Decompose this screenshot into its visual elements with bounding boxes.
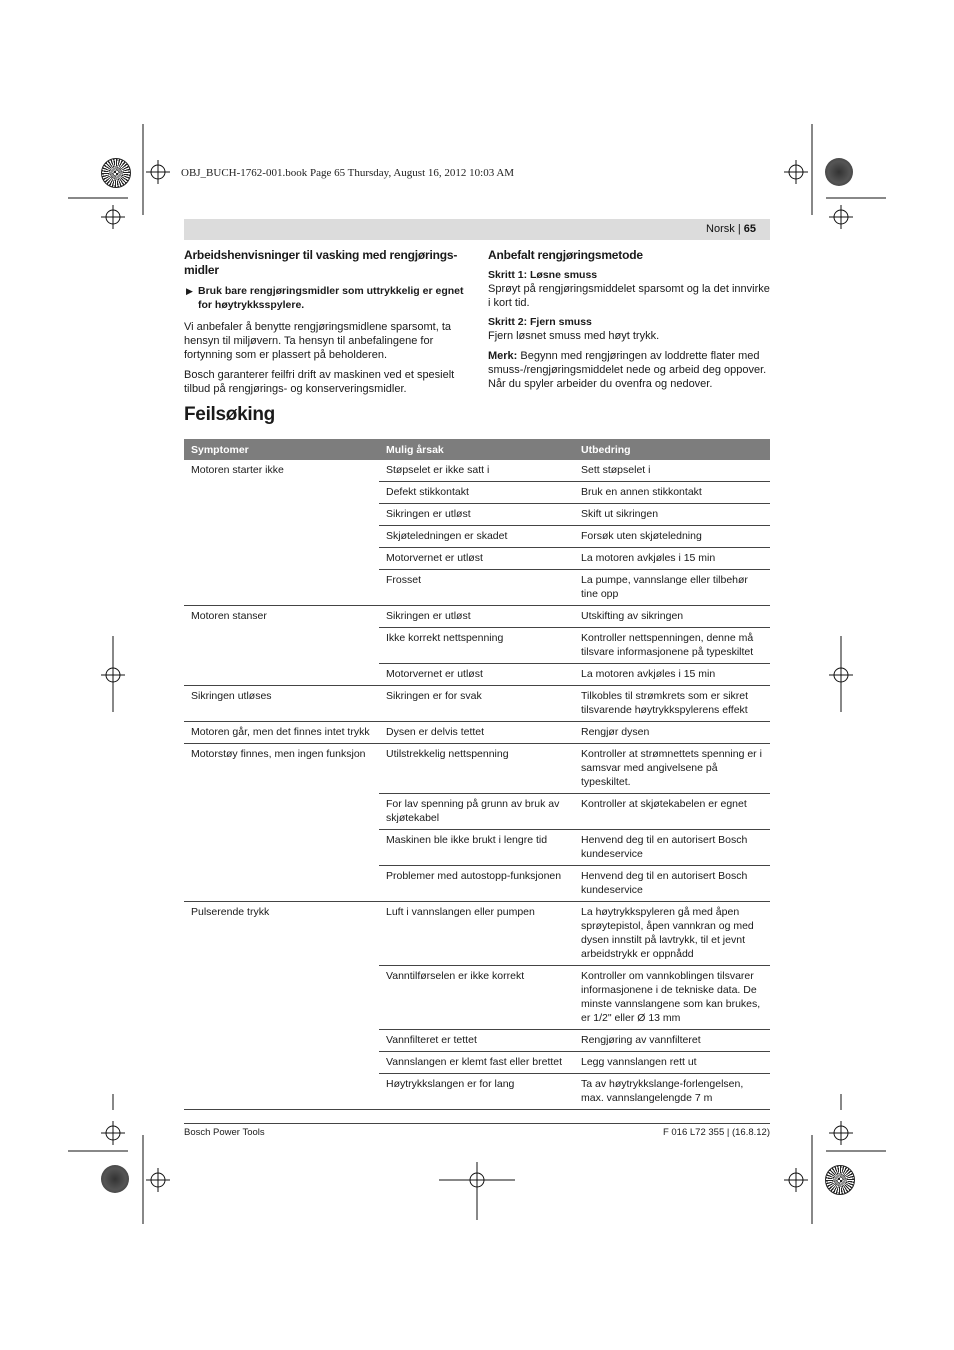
table-row [184, 686, 770, 722]
cause-cell: Høytrykkslangen er for lang [379, 1074, 574, 1110]
page-number: 65 [743, 223, 756, 235]
symptom-cell: Motoren starter ikke [184, 460, 379, 606]
page-header-bar [184, 219, 770, 240]
remedy-cell: Skift ut sikringen [574, 504, 770, 526]
cause-cell: Sikringen er utløst [379, 504, 574, 526]
symptom-cell: Motoren stanser [184, 606, 379, 686]
remedy-cell: Rengjør dysen [574, 722, 770, 744]
step1-text: Sprøyt på rengjøringsmiddelet sparsomt og la det innvirke i kort tid. [488, 283, 770, 309]
remedy-cell: La pumpe, vannslange eller tilbehør tine opp [574, 570, 770, 606]
table-header-cell: Utbedring [574, 439, 770, 460]
right-heading: Anbefalt rengjøringsmetode [488, 248, 643, 262]
symptom-cell: Motoren går, men det finnes intet trykk [184, 722, 379, 744]
table-header-cell: Mulig årsak [379, 439, 574, 460]
cause-cell: Defekt stikkontakt [379, 482, 574, 504]
cause-cell: For lav spenning på grunn av bruk av skjøtekabel [379, 794, 574, 830]
remedy-cell: La motoren avkjøles i 15 min [574, 664, 770, 686]
cause-cell: Skjøteledningen er skadet [379, 526, 574, 548]
cause-cell: Maskinen ble ikke brukt i lengre tid [379, 830, 574, 866]
table-row [184, 744, 770, 794]
table-row [184, 902, 770, 966]
cause-cell: Frosset [379, 570, 574, 606]
remedy-cell: Tilkobles til strømkrets som er sikret tilsvarende høytrykkspylerens effekt [574, 686, 770, 722]
page-header-label [706, 223, 756, 235]
remedy-cell: Kontroller nettspenningen, denne må tilsvare informasjonene på typeskiltet [574, 628, 770, 664]
section-title: Feilsøking [184, 404, 275, 425]
print-info-line: OBJ_BUCH-1762-001.book Page 65 Thursday, August 16, 2012 10:03 AM [181, 167, 515, 179]
step1-title: Skritt 1: Løsne smuss [488, 269, 598, 281]
footer-divider [184, 1123, 770, 1124]
remedy-cell: Utskifting av sikringen [574, 606, 770, 628]
remedy-cell: Bruk en annen stikkontakt [574, 482, 770, 504]
note-label: Merk: [488, 350, 518, 362]
step2-text: Fjern løsnet smuss med høyt trykk. [488, 330, 660, 342]
bullet-item [184, 284, 466, 312]
bullet-triangle-icon: ▶ [186, 286, 193, 296]
cause-cell: Luft i vannslangen eller pumpen [379, 902, 574, 966]
table-row [184, 460, 770, 482]
symptom-cell: Sikringen utløses [184, 686, 379, 722]
symptom-cell: Pulserende trykk [184, 902, 379, 1110]
remedy-cell: Forsøk uten skjøteledning [574, 526, 770, 548]
left-paragraph-1: Vi anbefaler å benytte rengjøringsmidlene sparsomt, ta hensyn til miljøvern. Ta hensyn til anbefalingene for fortynning som er plassert på beholderen. [184, 321, 451, 361]
remedy-cell: Kontroller at skjøtekabelen er egnet [574, 794, 770, 830]
cause-cell: Dysen er delvis tettet [379, 722, 574, 744]
symptom-cell: Motorstøy finnes, men ingen funksjon [184, 744, 379, 902]
note [488, 349, 770, 391]
remedy-cell: Henvend deg til en autorisert Bosch kundeservice [574, 866, 770, 902]
left-paragraph-2: Bosch garanterer feilfri drift av maskinen ved et spesielt tilbud på rengjørings- og konserveringsmidler. [184, 369, 455, 395]
header-separator: | [737, 223, 741, 235]
table-row [184, 722, 770, 744]
note-text: Begynn med rengjøringen av loddrette flater med smuss-/rengjøringsmiddelet nede og arbeid deg oppover. Når du spyler arbeider du ovenfra og nedover. [488, 350, 767, 390]
remedy-cell: Ta av høytrykkslange-forlengelsen, max. vannslangelengde 7 m [574, 1074, 770, 1110]
table-header-cell: Symptomer [184, 439, 379, 460]
cause-cell: Sikringen er for svak [379, 686, 574, 722]
step2-title: Skritt 2: Fjern smuss [488, 316, 592, 328]
cause-cell: Vanntilførselen er ikke korrekt [379, 966, 574, 1030]
remedy-cell: Kontroller om vannkoblingen tilsvarer informasjonene i de tekniske data. De minste vannslangene som kan brukes, er 1/2" eller Ø 13 mm [574, 966, 770, 1030]
footer-right: F 016 L72 355 | (16.8.12) [662, 1127, 770, 1138]
cause-cell: Motorvernet er utløst [379, 548, 574, 570]
cause-cell: Støpselet er ikke satt i [379, 460, 574, 482]
remedy-cell: La motoren avkjøles i 15 min [574, 548, 770, 570]
cause-cell: Vannslangen er klemt fast eller brettet [379, 1052, 574, 1074]
footer-left: Bosch Power Tools [184, 1127, 265, 1138]
right-column [488, 248, 770, 397]
remedy-cell: Legg vannslangen rett ut [574, 1052, 770, 1074]
cause-cell: Ikke korrekt nettspenning [379, 628, 574, 664]
left-column [184, 248, 466, 402]
remedy-cell: La høytrykkspyleren gå med åpen sprøytepistol, åpen vannkran og med dysen innstilt på lavtrykk, til et jevnt arbeidstrykk er oppnådd [574, 902, 770, 966]
table-header-row [184, 439, 770, 460]
troubleshooting-table [184, 439, 770, 1110]
remedy-cell: Sett støpselet i [574, 460, 770, 482]
remedy-cell: Rengjøring av vannfilteret [574, 1030, 770, 1052]
remedy-cell: Henvend deg til en autorisert Bosch kundeservice [574, 830, 770, 866]
header-language: Norsk [706, 223, 735, 235]
cause-cell: Sikringen er utløst [379, 606, 574, 628]
table-row [184, 606, 770, 628]
bullet-text: Bruk bare rengjøringsmidler som uttrykkelig er egnet for høytrykksspylere. [198, 285, 464, 311]
cause-cell: Vannfilteret er tettet [379, 1030, 574, 1052]
cause-cell: Motorvernet er utløst [379, 664, 574, 686]
remedy-cell: Kontroller at strømnettets spenning er i samsvar med angivelsene på typeskiltet. [574, 744, 770, 794]
cause-cell: Problemer med autostopp-funksjonen [379, 866, 574, 902]
left-heading: Arbeidshenvisninger til vasking med rengjørings-midler [184, 248, 458, 277]
table-body [184, 460, 770, 1110]
cause-cell: Utilstrekkelig nettspenning [379, 744, 574, 794]
